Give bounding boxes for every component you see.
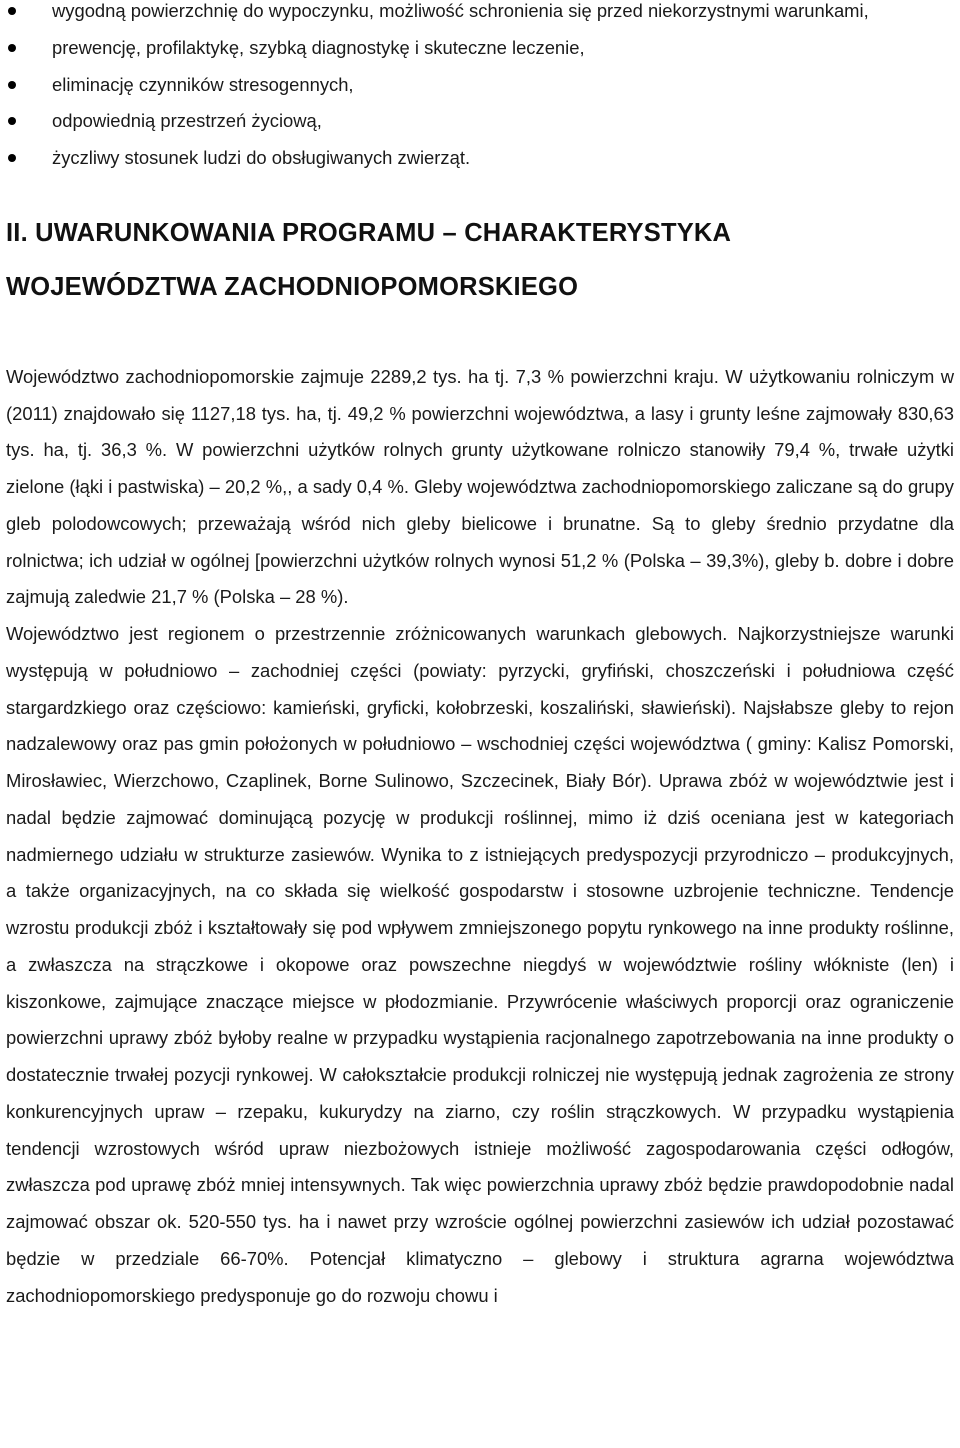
list-item-text: prewencję, profilaktykę, szybką diagnostykę i skuteczne leczenie,: [52, 36, 585, 58]
list-item-text: odpowiednią przestrzeń życiową,: [52, 110, 322, 132]
paragraph-soils-overview: Województwo zachodniopomorskie zajmuje 2289,2 tys. ha tj. 7,3 % powierzchni kraju. W użytkowaniu rolniczym w (2011) znajdowało się 1127,18 tys. ha, tj. 49,2 % powierzchni województwa, a lasy i grunty leśne zajmowały 830,63 tys. ha, tj. 36,3 %. W powierzchni użytków rolnych grunty użytkowane rolniczo stanowiły 79,4 %, trwałe użytki zielone (łąki i pastwiska) – 20,2 %,, a sady 0,4 %. Gleby województwa zachodniopomorskiego zaliczane są do grupy gleb polodowcowych; przeważają wśród nich gleby bielicowe i brunatne. Są to gleby średnio przydatne dla rolnictwa; ich udział w ogólnej [powierzchni użytków rolnych wynosi 51,2 % (Polska – 39,3%), gleby b. dobre i dobre zajmują zaledwie 21,7 % (Polska – 28 %).: [6, 365, 954, 608]
section-heading-line-2: WOJEWÓDZTWA ZACHODNIOPOMORSKIEGO: [6, 272, 579, 301]
list-item-text: eliminację czynników stresogennych,: [52, 73, 354, 95]
section-heading-line-1: II. UWARUNKOWANIA PROGRAMU – CHARAKTERYSTYKA: [6, 218, 732, 247]
document-page: [6, 0, 954, 1314]
list-item-text: życzliwy stosunek ludzi do obsługiwanych zwierząt.: [52, 147, 471, 169]
bullet-icon: [8, 154, 16, 162]
bullet-icon: [8, 7, 16, 15]
bullet-list: [6, 0, 954, 177]
list-item: [6, 103, 954, 140]
paragraph-soil-conditions: Województwo jest regionem o przestrzennie zróżnicowanych warunkach glebowych. Najkorzystniejsze warunki występują w południowo – zachodniej części (powiaty: pyrzycki, gryfiński, choszczeński i południowa część stargardzkiego oraz częściowo: kamieński, gryficki, kołobrzeski, koszaliński, sławieński). Najsłabsze gleby to rejon nadzalewowy oraz pas gmin położonych w południowo – wschodniej części województwa ( gminy: Kalisz Pomorski, Mirosławiec, Wierzchowo, Czaplinek, Borne Sulinowo, Szczecinek, Biały Bór). Uprawa zbóż w województwie jest i nadal będzie zajmować dominującą pozycję w produkcji roślinnej, mimo iż dziś oceniana jest w kategoriach nadmiernego udziału w strukturze zasiewów. Wynika to z istniejących predyspozycji przyrodniczo – produkcyjnych, a także organizacyjnych, na co składa się wielkość gospodarstw i stosowne uzbrojenie techniczne. Tendencje wzrostu produkcji zbóż i kształtowały się pod wpływem zmniejszonego popytu rynkowego na inne produkty roślinne, a zwłaszcza na strączkowe i okopowe oraz powszechne niegdyś w województwie rośliny włókniste (len) i kiszonkowe, zajmujące znaczące miejsce w płodozmianie. Przywrócenie właściwych proporcji oraz ograniczenie powierzchni uprawy zbóż byłoby realne w przypadku wystąpienia racjonalnego zapotrzebowania na inne produkty o dostatecznie trwałej pozycji rynkowej. W całokształcie produkcji rolniczej nie występują jednak zagrożenia ze strony konkurencyjnych upraw – rzepaku, kukurydzy na ziarno, czy roślin strączkowych. W przypadku wystąpienia tendencji wzrostowych wśród upraw niezbożowych istnieje możliwość zagospodarowania części odłogów, zwłaszcza pod uprawę zbóż mniej intensywnych. Tak więc powierzchnia uprawy zbóż będzie prawdopodobnie nadal zajmować obszar ok. 520-550 tys. ha i nawet przy wzroście ogólnej powierzchni zasiewów ich udział pozostawać będzie w przedziale 66-70%. Potencjał klimatyczno – glebowy i struktura agrarna województwa zachodniopomorskiego predysponuje go do rozwoju chowu i: [6, 623, 954, 1306]
bullet-icon: [8, 44, 16, 52]
list-item: [6, 0, 954, 30]
list-item: [6, 30, 954, 67]
list-item: [6, 67, 954, 104]
section-heading: [6, 206, 954, 314]
list-item-text: wygodną powierzchnię do wypoczynku, możliwość schronienia się przed niekorzystnymi warunkami,: [52, 0, 869, 21]
list-item: [6, 140, 954, 177]
bullet-icon: [8, 117, 16, 125]
bullet-icon: [8, 81, 16, 89]
